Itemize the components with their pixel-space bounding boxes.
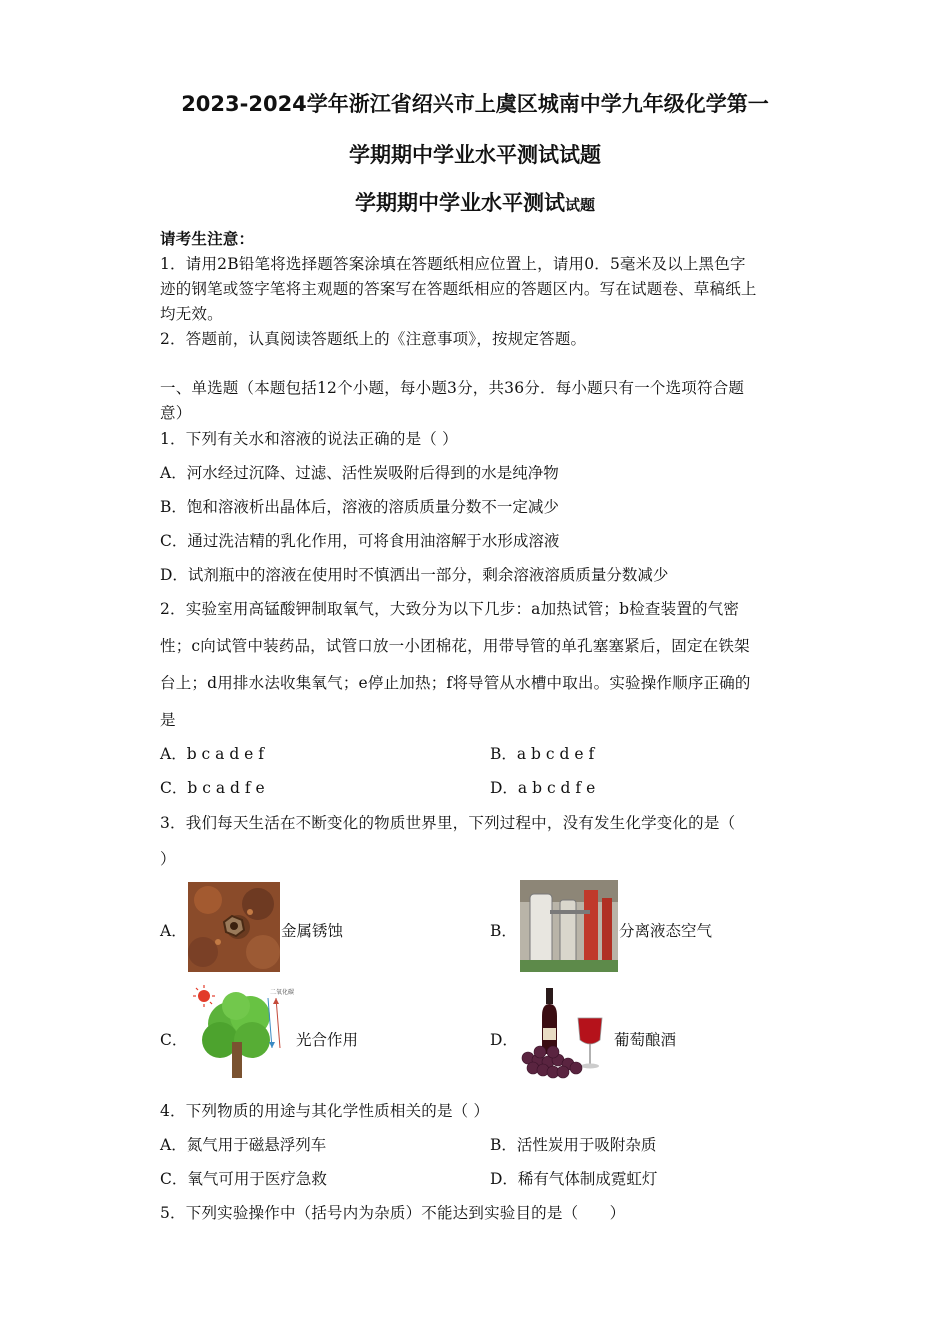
- notice-heading: 请考生注意：: [160, 229, 255, 248]
- q2-stem-line4: 是: [160, 711, 176, 729]
- q1-option-d: D．试剂瓶中的溶液在使用时不慎洒出一部分，剩余溶液溶质质量分数减少: [160, 566, 669, 584]
- notice-item1-line2: 迹的钢笔或签字笔将主观题的答案写在答题纸相应的答题区内。写在试题卷、草稿纸上: [160, 280, 757, 298]
- q3-option-b-text: 分离液态空气: [619, 922, 713, 940]
- q4-option-d: D．稀有气体制成霓虹灯: [490, 1170, 658, 1188]
- q3-stem-line2: ）: [160, 850, 176, 868]
- notice-item2: 2．答题前，认真阅读答题纸上的《注意事项》，按规定答题。: [160, 330, 587, 348]
- q2-option-c: C．b c a d f e: [160, 779, 265, 797]
- doc-title-line1: 2023-2024学年浙江省绍兴市上虞区城南中学九年级化学第一: [181, 92, 769, 116]
- q3-option-a-text: 金属锈蚀: [281, 922, 344, 940]
- q5-stem: 5．下列实验操作中（括号内为杂质）不能达到实验目的是（ ）: [160, 1204, 626, 1222]
- q3-option-a-letter: A．: [160, 922, 187, 940]
- air-separation-plant-image: [520, 880, 618, 972]
- doc-title-line2: 学期期中学业水平测试试题: [349, 143, 601, 167]
- q2-option-d: D．a b c d f e: [490, 779, 596, 797]
- q2-stem-line3: 台上；d用排水法收集氧气；e停止加热；f将导管从水槽中取出。实验操作顺序正确的: [160, 674, 751, 692]
- rusted-metal-image: [188, 882, 280, 972]
- photosynthesis-tree-image: [190, 984, 294, 1082]
- doc-title-line3: [0, 187, 950, 217]
- q1-option-a: A．河水经过沉降、过滤、活性炭吸附后得到的水是纯净物: [160, 464, 559, 482]
- q4-option-a: A．氮气用于磁悬浮列车: [160, 1136, 327, 1154]
- q1-option-b: B．饱和溶液析出晶体后，溶液的溶质质量分数不一定减少: [160, 498, 559, 516]
- notice-item1-line3: 均无效。: [160, 305, 223, 323]
- q3-option-c-letter: C．: [160, 1031, 188, 1049]
- q3-option-d-letter: D．: [490, 1031, 518, 1049]
- q1-stem: 1．下列有关水和溶液的说法正确的是（ ）: [160, 430, 458, 448]
- svg-text:二氧化碳: 二氧化碳: [270, 989, 294, 996]
- q1-option-c: C．通过洗洁精的乳化作用，可将食用油溶解于水形成溶液: [160, 532, 560, 550]
- q3-option-b-letter: B．: [490, 922, 517, 940]
- q3-stem-line1: 3．我们每天生活在不断变化的物质世界里，下列过程中，没有发生化学变化的是（: [160, 814, 736, 832]
- q3-option-c-text: 光合作用: [296, 1031, 359, 1049]
- q2-option-a: A．b c a d e f: [160, 745, 265, 763]
- doc-title-line3-small: 试题: [564, 196, 595, 214]
- q2-option-b: B．a b c d e f: [490, 745, 595, 763]
- q3-option-d-text: 葡萄酿酒: [614, 1031, 677, 1049]
- q4-option-b: B．活性炭用于吸附杂质: [490, 1136, 657, 1154]
- q4-stem: 4．下列物质的用途与其化学性质相关的是（ ）: [160, 1102, 490, 1120]
- notice-item1-line1: 1．请用2B铅笔将选择题答案涂填在答题纸相应位置上，请用0．5毫米及以上黑色字: [160, 255, 746, 273]
- section1-heading-line2: 意）: [160, 404, 192, 422]
- q2-stem-line1: 2．实验室用高锰酸钾制取氧气，大致分为以下几步：a加热试管；b检查装置的气密: [160, 600, 740, 618]
- section1-heading-line1: 一、单选题（本题包括12个小题，每小题3分，共36分．每小题只有一个选项符合题: [160, 379, 745, 397]
- doc-title-line3-main: 学期期中学业水平测试: [354, 191, 565, 215]
- q4-option-c: C．氧气可用于医疗急救: [160, 1170, 327, 1188]
- grape-wine-image: [520, 988, 612, 1080]
- q2-stem-line2: 性；c向试管中装药品，试管口放一小团棉花，用带导管的单孔塞塞紧后，固定在铁架: [160, 637, 750, 655]
